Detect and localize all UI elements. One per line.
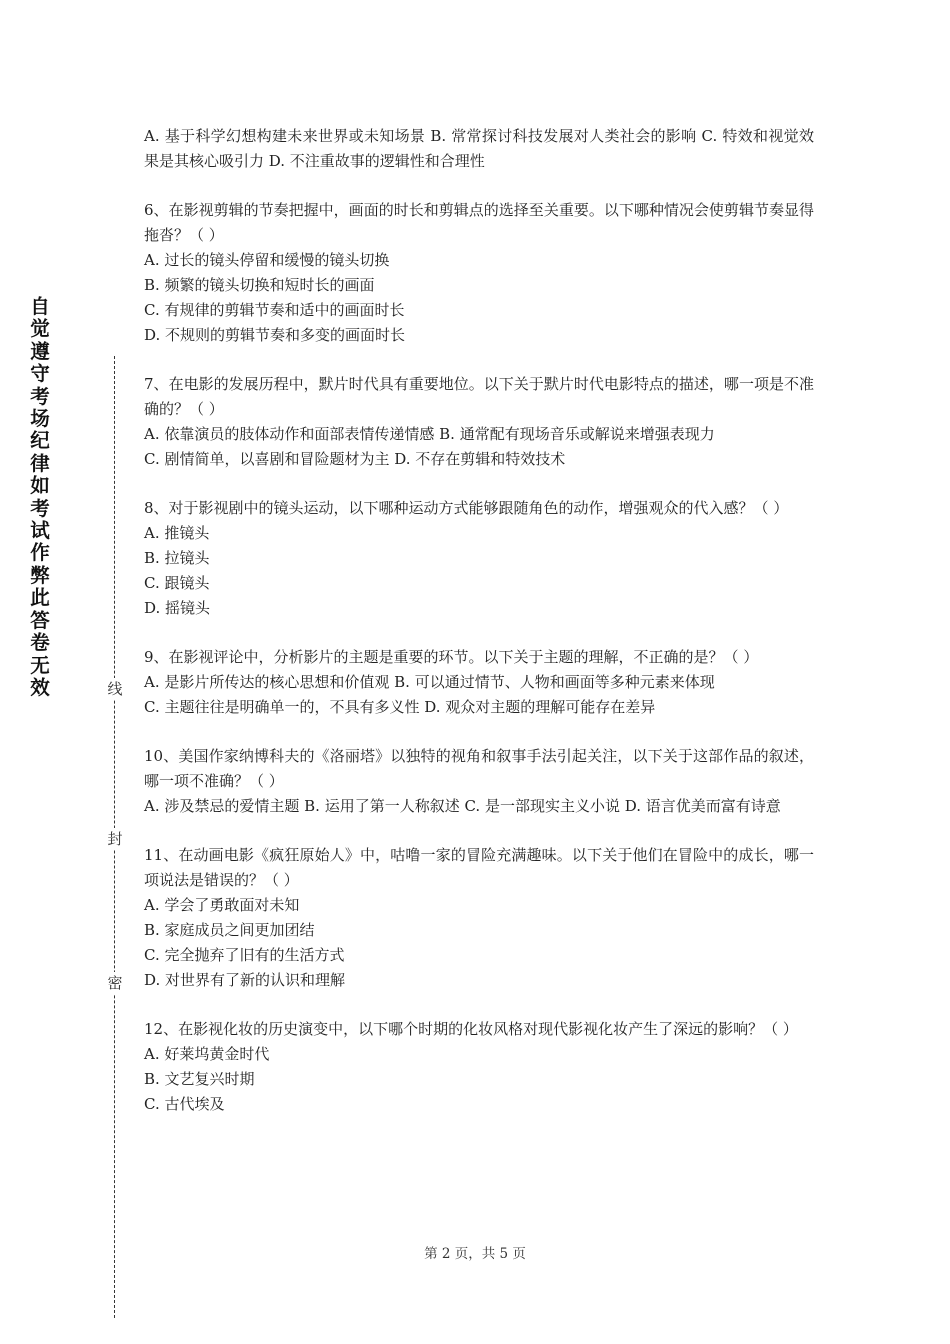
option: C. 剧情简单，以喜剧和冒险题材为主 D. 不存在剪辑和特效技术: [144, 450, 566, 468]
option: D. 不规则的剪辑节奏和多变的画面时长: [144, 326, 406, 344]
question-8: [144, 496, 814, 621]
question-12: [144, 1017, 814, 1117]
question-stem: 10、美国作家纳博科夫的《洛丽塔》以独特的视角和叙事手法引起关注，以下关于这部作品的叙述，哪一项不准确？（ ）: [144, 747, 814, 790]
question-stem: 11、在动画电影《疯狂原始人》中，咕噜一家的冒险充满趣味。以下关于他们在冒险中的成长，哪一项说法是错误的？（ ）: [144, 846, 814, 889]
option: A. 过长的镜头停留和缓慢的镜头切换: [144, 251, 390, 269]
option: C. 跟镜头: [144, 574, 210, 592]
seal-label-secret: 密: [104, 972, 126, 994]
option: D. 摇镜头: [144, 599, 211, 617]
question-stem: 12、在影视化妆的历史演变中，以下哪个时期的化妆风格对现代影视化妆产生了深远的影响？（ ）: [144, 1020, 798, 1038]
question-9: [144, 645, 814, 720]
option: B. 频繁的镜头切换和短时长的画面: [144, 276, 375, 294]
exam-discipline-notice: 自觉遵守考场纪律如考试作弊此答卷无效: [30, 295, 50, 699]
question-6: [144, 198, 814, 348]
seal-label-seal: 封: [104, 828, 126, 850]
question-list: [144, 124, 814, 1141]
question-stem: 6、在影视剪辑的节奏把握中，画面的时长和剪辑点的选择至关重要。以下哪种情况会使剪辑节奏显得拖沓？（ ）: [144, 201, 814, 244]
question-11: [144, 843, 814, 993]
option: B. 文艺复兴时期: [144, 1070, 255, 1088]
question-5-options: A. 基于科学幻想构建未来世界或未知场景 B. 常常探讨科技发展对人类社会的影响 C. 特效和视觉效果是其核心吸引力 D. 不注重故事的逻辑性和合理性: [144, 127, 814, 170]
question-7: [144, 372, 814, 472]
option: C. 完全抛弃了旧有的生活方式: [144, 946, 345, 964]
question-5-continued: [144, 124, 814, 174]
option: A. 是影片所传达的核心思想和价值观 B. 可以通过情节、人物和画面等多种元素来体现: [144, 673, 715, 691]
question-stem: 9、在影视评论中，分析影片的主题是重要的环节。以下关于主题的理解，不正确的是？（ ）: [144, 648, 759, 666]
option: A. 依靠演员的肢体动作和面部表情传递情感 B. 通常配有现场音乐或解说来增强表现力: [144, 425, 715, 443]
option: C. 古代埃及: [144, 1095, 225, 1113]
option: A. 好莱坞黄金时代: [144, 1045, 270, 1063]
question-stem: 8、对于影视剧中的镜头运动，以下哪种运动方式能够跟随角色的动作，增强观众的代入感？（ ）: [144, 499, 789, 517]
seal-label-line: 线: [104, 678, 126, 700]
option: C. 有规律的剪辑节奏和适中的画面时长: [144, 301, 405, 319]
option: A. 学会了勇敢面对未知: [144, 896, 300, 914]
option: A. 推镜头: [144, 524, 210, 542]
option: A. 涉及禁忌的爱情主题 B. 运用了第一人称叙述 C. 是一部现实主义小说 D. 语言优美而富有诗意: [144, 797, 781, 815]
option: B. 家庭成员之间更加团结: [144, 921, 315, 939]
option: B. 拉镜头: [144, 549, 210, 567]
question-stem: 7、在电影的发展历程中，默片时代具有重要地位。以下关于默片时代电影特点的描述，哪一项是不准确的？（ ）: [144, 375, 814, 418]
question-10: [144, 744, 814, 819]
option: C. 主题往往是明确单一的，不具有多义性 D. 观众对主题的理解可能存在差异: [144, 698, 656, 716]
option: D. 对世界有了新的认识和理解: [144, 971, 346, 989]
page-number: 第 2 页，共 5 页: [424, 1246, 526, 1262]
